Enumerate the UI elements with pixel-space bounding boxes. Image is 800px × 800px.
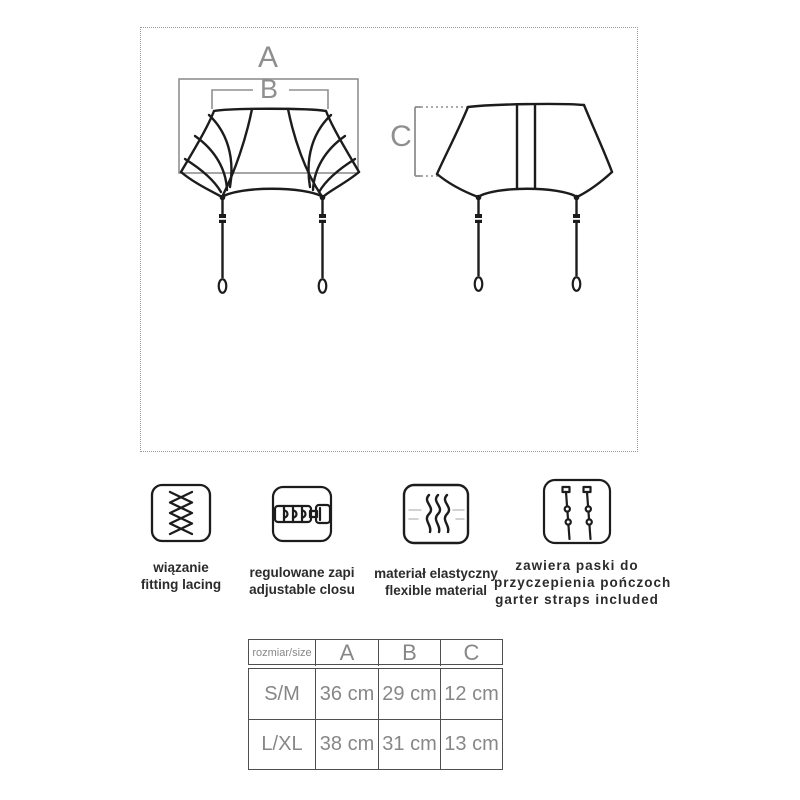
feature-caption [131,559,231,593]
flexible-icon [401,483,471,545]
caption-line: materiał elastyczny [374,566,498,581]
feature-caption [366,565,506,599]
dimension-label-c: C [390,120,412,153]
lacing-icon [149,483,213,543]
header-cell-c: C [440,640,502,666]
feature-garter-straps [494,478,672,608]
feature-caption [238,564,366,598]
table-cell-b-sm: 29 cm [378,669,440,719]
garter-belt-back-view [437,104,612,197]
caption-line: zawiera paski do [515,558,639,573]
diagram-dashed-box [140,27,638,452]
table-cell-size-sm: S/M [264,682,300,705]
caption-line: flexible material [384,583,488,598]
caption-line: wiązanie [153,560,209,575]
table-cell-size-lxl: L/XL [249,719,315,769]
table-cell-a-sm: 36 cm [315,669,378,719]
caption-line: adjustable closu [249,582,355,597]
header-cell-a: A [315,640,378,666]
dimension-label-a: A [257,41,278,74]
back-garter-straps [474,195,581,291]
table-cell-b-lxl: 31 cm [378,719,440,769]
feature-lacing [131,483,231,593]
feature-caption [494,557,672,608]
header-cell-b: B [378,640,440,666]
feature-flexible-material [366,483,506,599]
closure-icon [270,485,334,543]
feature-adjustable-closure [238,485,366,598]
garter-belt-technical-drawing [141,28,637,451]
caption-line: garter straps included [495,592,659,607]
size-table [248,639,503,770]
caption-line: przyczepienia pończoch [494,575,672,590]
size-table-header [248,639,503,665]
table-cell-c-lxl: 13 cm [440,719,502,769]
garter-straps-icon [541,478,613,545]
caption-line: regulowane zapi [249,565,355,580]
table-cell-c-sm: 12 cm [440,669,502,719]
header-cell-size: rozmiar/size [252,647,312,659]
table-cell-a-lxl: 38 cm [315,719,378,769]
dimension-label-b: B [259,74,278,104]
size-table-body [248,668,503,770]
garter-belt-front-view [181,109,359,197]
caption-line: fitting lacing [140,577,222,592]
front-garter-straps [218,195,327,293]
